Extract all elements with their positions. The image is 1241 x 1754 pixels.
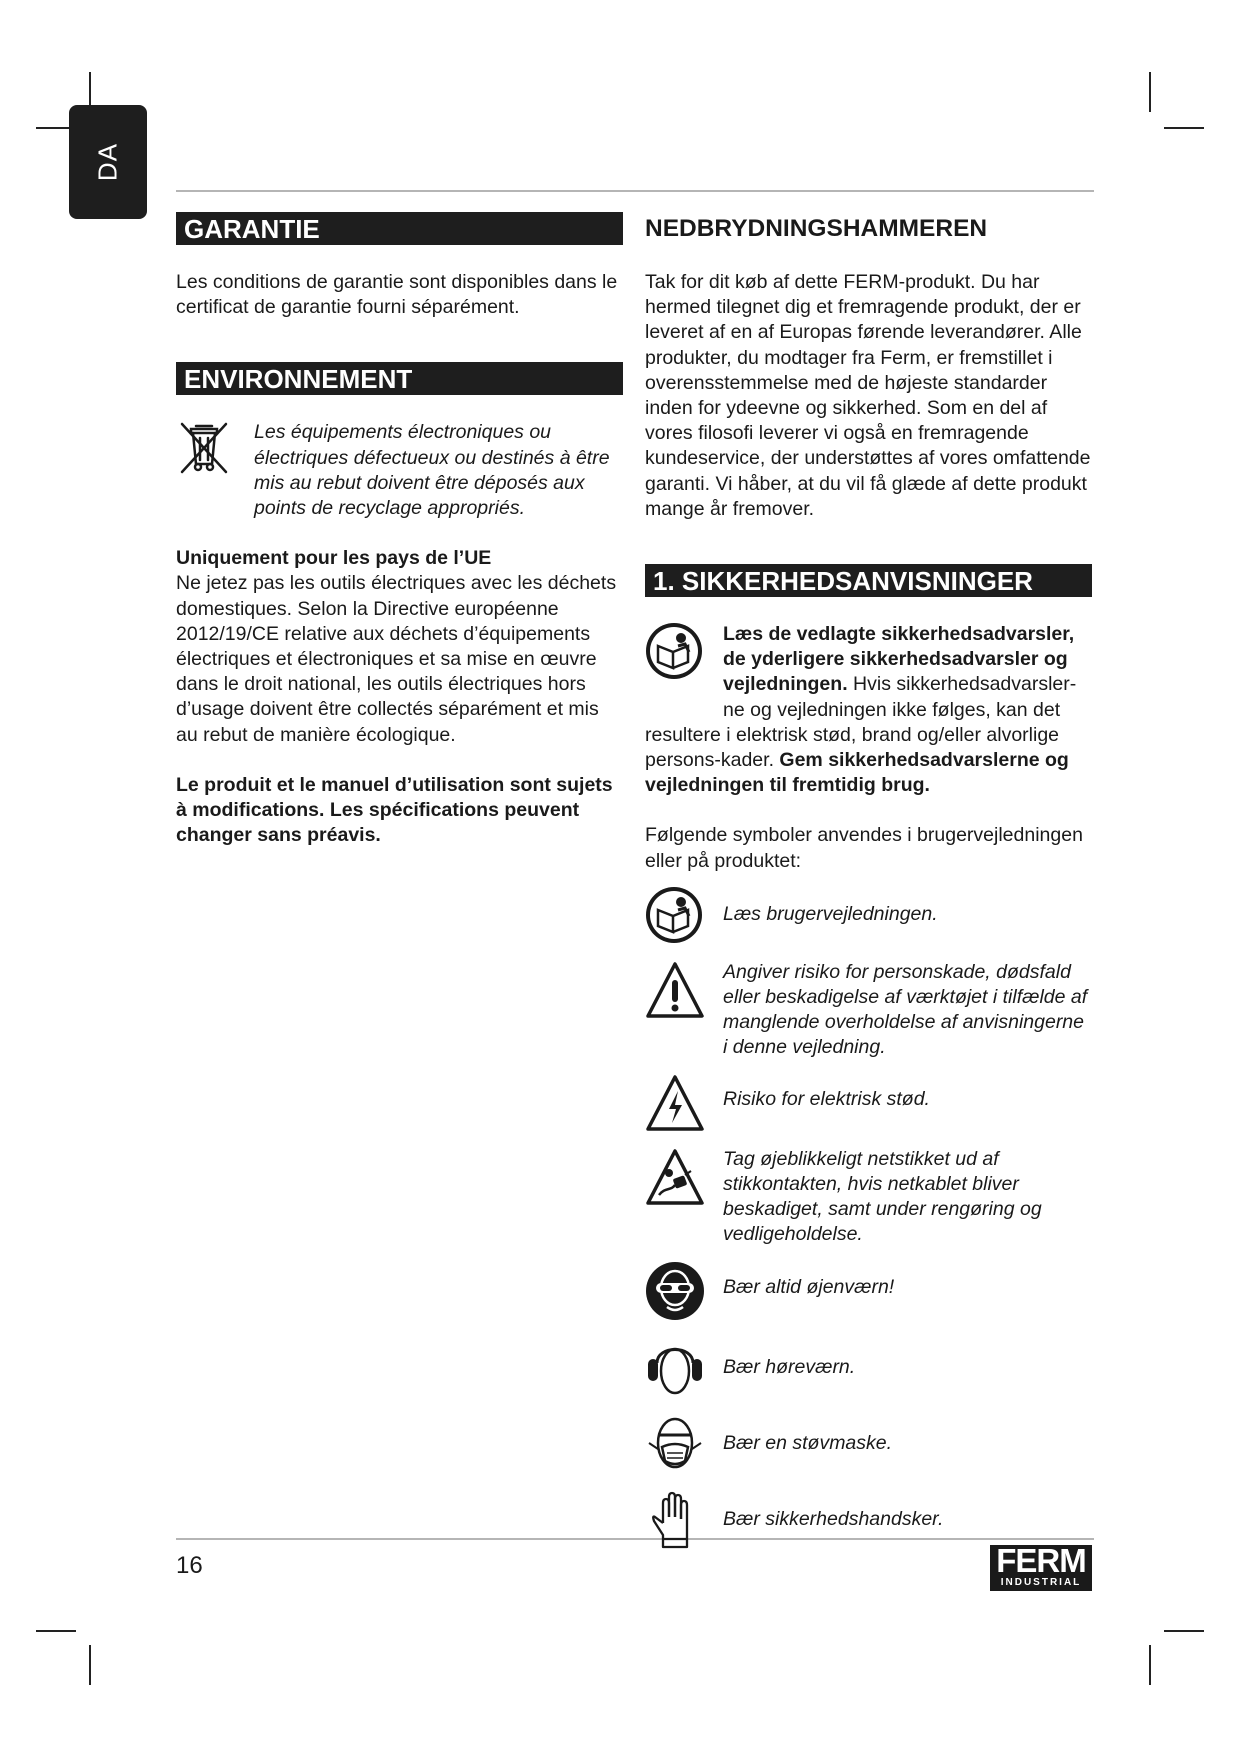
left-column — [176, 212, 623, 848]
symbol-text: Bær sikkerhedshandsker. — [723, 1508, 944, 1531]
intro-text: Tak for dit køb af dette FERM-produkt. Du har hermed tilegnet dig et fremragende produkt, der er leveret af en af Europas førende leverandører. Alle produkter, du modtager fra Ferm, er fremstillet i overensstemmelse med de højeste standarder inden for ydeevne og sikkerhed. Som en del af vores filosofi leverer vi også en fremragende kundeservice, der understøttes af vores omfattende garanti. Vi håber, at du vil få glæde af dette produkt mange år fremover. — [645, 271, 1091, 520]
eye-protection-icon — [645, 1261, 723, 1321]
crop-mark — [1164, 1630, 1204, 1632]
safety-keep-text: Gem sikkerhedsadvarslerne og vejledningen til fremtidig brug. — [645, 749, 1069, 797]
product-title: NEDBRYDNINGSHAMMEREN — [645, 215, 988, 242]
symbol-row — [645, 960, 1092, 1061]
crop-mark — [1149, 1645, 1151, 1685]
environnement-heading: ENVIRONNEMENT — [176, 362, 623, 395]
gloves-icon — [645, 1489, 723, 1551]
symbol-row — [645, 1337, 1092, 1399]
symbol-row — [645, 1261, 1092, 1323]
symbol-row — [645, 886, 1092, 948]
crop-mark — [36, 1630, 76, 1632]
garantie-heading: GARANTIE — [176, 212, 623, 245]
crossed-bin-icon — [176, 420, 254, 476]
right-column — [645, 212, 1092, 1551]
crop-mark — [1164, 127, 1204, 129]
top-rule — [176, 190, 1094, 192]
language-tab — [69, 105, 147, 219]
symbol-text: Bær høreværn. — [723, 1356, 856, 1379]
page-number: 16 — [176, 1552, 203, 1579]
safety-instructions — [645, 622, 1092, 798]
crop-mark — [89, 1645, 91, 1685]
symbol-row — [645, 1147, 1092, 1248]
symbol-text: Bær en støvmaske. — [723, 1432, 893, 1455]
symbol-text: Bær altid øjenværn! — [723, 1276, 895, 1299]
changes-notice: Le produit et le manuel d’utilisation sont sujets à modifications. Les spécifications peuvent changer sans préavis. — [176, 773, 613, 847]
read-manual-icon — [645, 622, 723, 700]
symbol-text: Risiko for elektrisk stød. — [723, 1087, 930, 1110]
crop-mark — [1149, 72, 1151, 112]
eu-title: Uniquement pour les pays de l’UE — [176, 547, 492, 570]
symbol-text: Tag øjeblikkeligt netstikket ud af stikkontakten, hvis netkablet bliver beskadiget, samt under rengøring og vedligeholdelse. — [723, 1147, 1042, 1246]
safety-bold-text: Læs de vedlagte sikkerhedsadvarsler, de yderligere sikkerhedsadvarsler og vejledningen. — [723, 623, 1075, 696]
weee-text: Les équipements électroniques ou électriques défectueux ou destinés à être mis au rebut doivent être déposés aux points de recyclage appropriés. — [254, 421, 610, 520]
eu-text: Ne jetez pas les outils électriques avec les déchets domestiques. Selon la Directive européenne 2012/19/CE relative aux déchets d’équipements électriques et électroniques et sa mise en œuvre dans le droit national, les outils électriques hors d’usage doivent être collectés séparément et mis au rebut de manière écologique. — [176, 572, 617, 746]
symbol-row — [645, 1413, 1092, 1475]
ear-protection-icon — [645, 1337, 723, 1399]
symbol-row — [645, 1073, 1092, 1135]
dust-mask-icon — [645, 1413, 723, 1475]
safety-normal-text: Hvis sikkerhedsadvarsler-ne og vejledningen ikke følges, kan det resultere i elektrisk stød, brand og/eller alvorlige persons-kader. — [645, 673, 1077, 772]
garantie-text: Les conditions de garantie sont disponibles dans le certificat de garantie fourni séparément. — [176, 271, 618, 319]
logo-main: FERM — [996, 1542, 1086, 1579]
symbols-intro: Følgende symboler anvendes i brugervejledningen eller på produktet: — [645, 824, 1083, 872]
symbol-text: Angiver risiko for personskade, dødsfald eller beskadigelse af værktøjet i tilfælde af manglende overholdelse af anvisningerne i denne vejledning. — [723, 960, 1088, 1059]
safety-section-heading: 1. SIKKERHEDSANVISNINGER — [645, 564, 1092, 597]
ferm-logo — [990, 1542, 1092, 1591]
warning-icon — [645, 960, 723, 1020]
read-manual-icon — [645, 886, 723, 944]
weee-notice — [176, 420, 623, 521]
electric-shock-icon — [645, 1073, 723, 1133]
language-code: DA — [92, 142, 123, 182]
logo-sub: INDUSTRIAL — [1000, 1577, 1082, 1588]
symbol-text: Læs brugervejledningen. — [723, 902, 938, 925]
unplug-icon — [645, 1147, 723, 1207]
